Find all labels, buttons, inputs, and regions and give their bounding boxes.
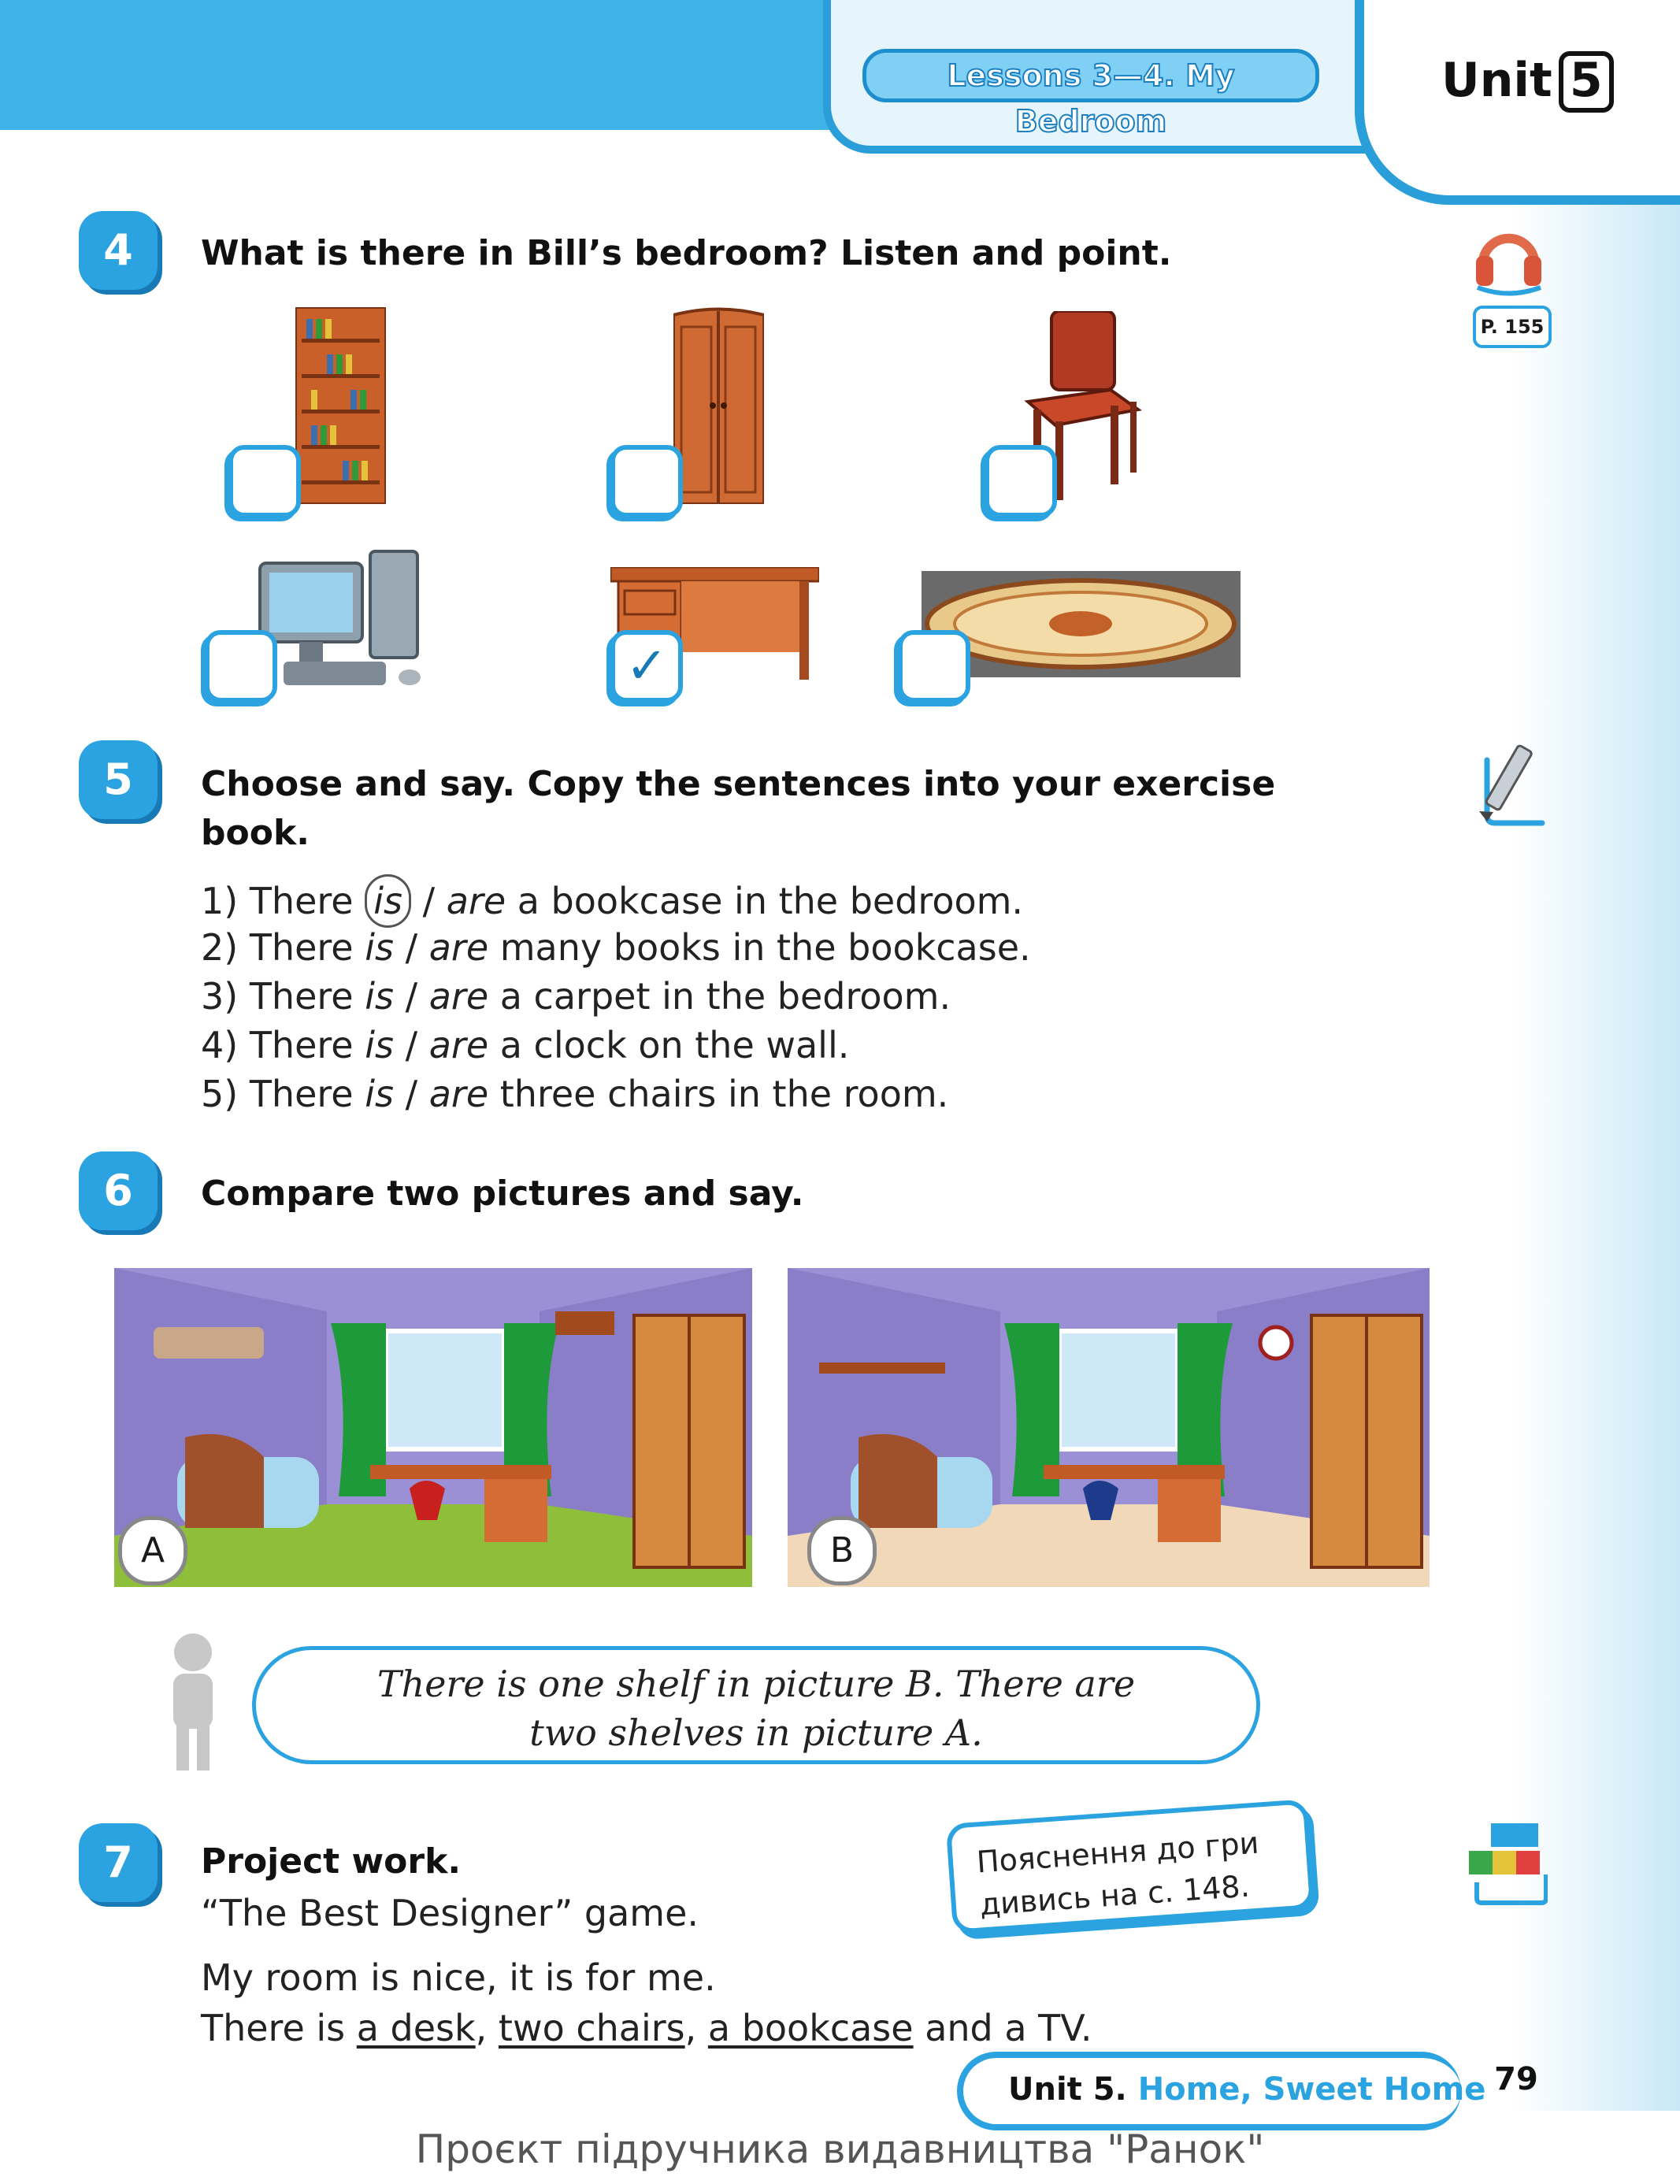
exercise-7-badge: 7 (79, 1823, 158, 1902)
watermark-text: Проєкт підручника видавництва "Ранок" (415, 2127, 1265, 2172)
checkbox-desk[interactable]: ✓ (610, 630, 683, 703)
game-note: Пояснення до гри дивись на с. 148. (946, 1799, 1315, 1934)
circled-answer[interactable]: is (365, 874, 411, 928)
exercise-7-line-1: My room is nice, it is for me. (201, 1956, 716, 1999)
checkbox-bookcase[interactable] (228, 445, 301, 517)
ex5-line-1: 1) There is / are a bookcase in the bedroom. (201, 874, 1023, 928)
bedroom-picture-b (788, 1268, 1430, 1587)
picture-b-label: B (807, 1516, 877, 1585)
exercise-7-line-2: There is a desk, two chairs, a bookcase and a TV. (201, 2007, 1092, 2049)
exercise-7-title: Project work. (201, 1841, 462, 1882)
exercise-4-title: What is there in Bill’s bedroom? Listen and point. (201, 233, 1172, 273)
bedroom-picture-a (114, 1268, 752, 1587)
exercise-7-subtitle: “The Best Designer” game. (201, 1892, 699, 1934)
bookcase-picture (295, 307, 386, 504)
child-silhouette-icon (158, 1630, 228, 1772)
headphones-icon[interactable] (1471, 213, 1546, 299)
exercise-6-badge: 6 (79, 1151, 158, 1230)
audio-page-ref: P. 155 (1473, 306, 1552, 348)
ex5-line-5: 5) There is / are three chairs in the room. (201, 1073, 949, 1115)
exercise-4-badge: 4 (79, 211, 158, 290)
exercise-5-badge: 5 (79, 740, 158, 819)
pencil-icon (1471, 736, 1558, 831)
game-blocks-icon (1469, 1819, 1548, 1906)
checkbox-wardrobe[interactable] (610, 445, 683, 517)
footer-unit: Unit 5. Home, Sweet Home (1008, 2071, 1486, 2108)
ex5-line-2: 2) There is / are many books in the bookcase. (201, 926, 1031, 969)
picture-a-label: A (118, 1516, 187, 1585)
ex5-line-3: 3) There is / are a carpet in the bedroom. (201, 975, 951, 1018)
computer-picture (252, 547, 433, 697)
exercise-6-title: Compare two pictures and say. (201, 1174, 804, 1214)
speech-bubble: There is one shelf in picture B. There are two shelves in picture A. (252, 1646, 1260, 1764)
checkbox-computer[interactable] (205, 630, 277, 703)
checkbox-chair[interactable] (985, 445, 1057, 517)
ex5-line-4: 4) There is / are a clock on the wall. (201, 1024, 850, 1066)
exercise-5-title: Choose and say. Copy the sentences into your exercise book. (201, 764, 1276, 853)
checkbox-carpet[interactable] (898, 630, 970, 703)
unit-number: 5 (1559, 51, 1614, 113)
page-number: 79 (1494, 2061, 1538, 2097)
unit-label: Unit 5 (1441, 51, 1614, 113)
lesson-title: Lessons 3—4. My Bedroom (862, 49, 1319, 102)
wardrobe-picture (673, 303, 764, 504)
